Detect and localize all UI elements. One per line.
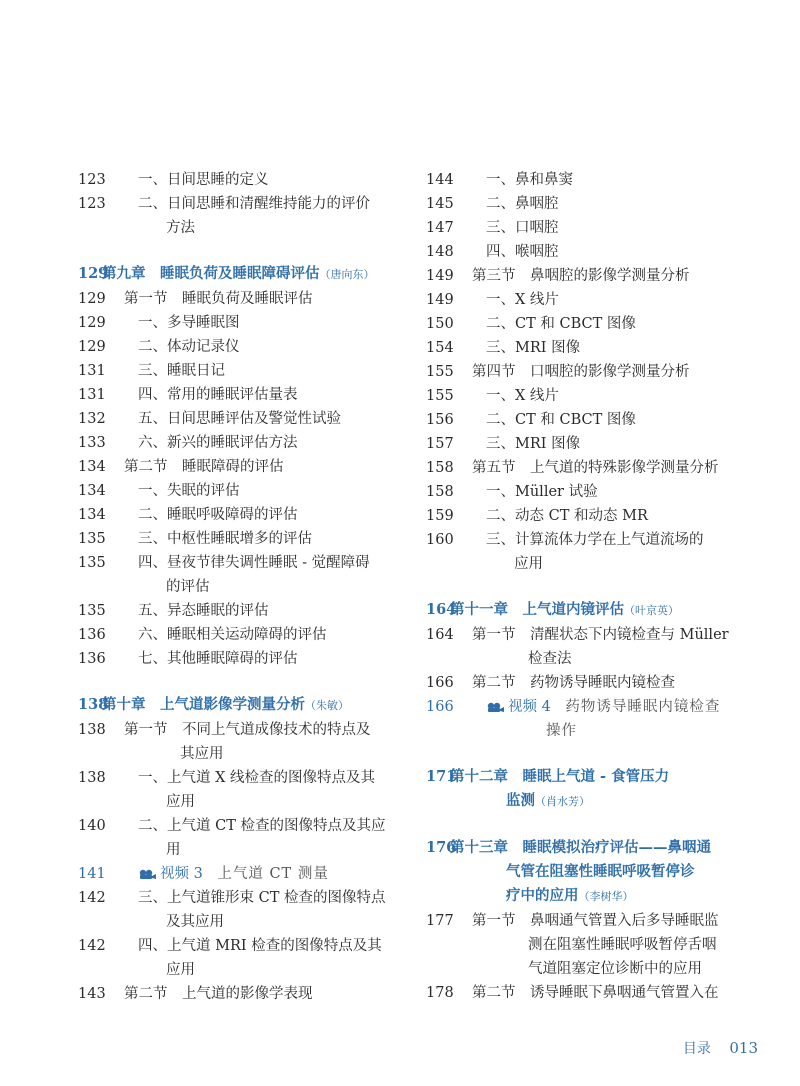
toc-entry[interactable] <box>78 838 398 862</box>
toc-page-number: 155 <box>426 388 454 404</box>
toc-entry-title: 的评估 <box>166 579 210 595</box>
toc-entry-text <box>78 647 398 671</box>
toc-entry-title: 第二节 上气道的影像学表现 <box>124 986 313 1002</box>
toc-entry-title: 四、常用的睡眠评估量表 <box>138 387 298 403</box>
toc-page-number: 145 <box>426 196 454 212</box>
toc-entry-text <box>426 408 746 432</box>
toc-entry[interactable] <box>78 311 398 335</box>
toc-entry-title: 三、上气道锥形束 CT 检查的图像特点 <box>138 890 386 906</box>
toc-entry-text <box>78 838 398 862</box>
toc-entry-text <box>78 407 398 431</box>
toc-entry-text <box>78 287 398 311</box>
toc-entry-text <box>78 192 398 216</box>
toc-entry[interactable] <box>426 336 746 360</box>
toc-entry[interactable] <box>78 790 398 814</box>
toc-entry-title: 三、MRI 图像 <box>486 340 581 356</box>
toc-entry[interactable] <box>426 933 746 957</box>
toc-page-number: 131 <box>78 387 106 403</box>
toc-page-number: 138 <box>78 696 109 713</box>
footer-label: 目录 <box>682 1041 711 1057</box>
toc-entry-text <box>78 431 398 455</box>
toc-entry[interactable] <box>78 647 398 671</box>
toc-page-number: 176 <box>426 839 457 856</box>
toc-entry[interactable] <box>426 432 746 456</box>
video-camera-icon <box>486 701 504 713</box>
toc-page-number: 131 <box>78 363 106 379</box>
toc-entry-text <box>426 504 746 528</box>
toc-page-number: 142 <box>78 938 106 954</box>
toc-entry-title: 四、喉咽腔 <box>486 244 559 260</box>
toc-entry-text <box>426 719 746 743</box>
toc-right-column <box>426 168 746 1005</box>
toc-entry-text <box>78 527 398 551</box>
toc-entry-title: 应用 <box>166 962 195 978</box>
toc-entry-title: 三、计算流体力学在上气道流场的 <box>486 532 704 548</box>
toc-entry-text <box>78 335 398 359</box>
toc-entry-title: 第一节 睡眠负荷及睡眠评估 <box>124 291 313 307</box>
video-label: 视频 4 <box>508 699 551 715</box>
toc-entry-title: 五、异态睡眠的评估 <box>138 603 269 619</box>
toc-entry[interactable] <box>78 431 398 455</box>
toc-entry-title: 三、中枢性睡眠增多的评估 <box>138 531 312 547</box>
toc-entry[interactable] <box>426 528 746 552</box>
toc-entry-title: 四、上气道 MRI 检查的图像特点及其 <box>138 938 382 954</box>
toc-page-number: 157 <box>426 436 454 452</box>
toc-entry[interactable] <box>78 551 398 575</box>
toc-chapter-entry[interactable] <box>78 262 398 287</box>
video-title: 药物诱导睡眠内镜检查 <box>565 699 721 715</box>
toc-entry-text <box>426 623 746 647</box>
toc-entry-text <box>78 766 398 790</box>
toc-entry-text <box>426 836 746 860</box>
toc-entry-text <box>78 479 398 503</box>
section-spacer <box>78 240 398 262</box>
toc-entry-text <box>426 192 746 216</box>
toc-entry-text <box>426 168 746 192</box>
toc-entry-title: 第二节 药物诱导睡眠内镜检查 <box>472 675 675 691</box>
chapter-author: （肖水芳） <box>535 795 590 808</box>
toc-entry-title: 第一节 鼻咽通气管置入后多导睡眠监 <box>472 913 719 929</box>
toc-entry-text <box>78 383 398 407</box>
toc-section-entry[interactable] <box>426 360 746 384</box>
toc-page-number: 164 <box>426 601 457 618</box>
toc-entry[interactable] <box>78 407 398 431</box>
toc-chapter-entry[interactable] <box>426 765 746 789</box>
toc-page-number: 166 <box>426 675 454 691</box>
toc-entry-title: 四、昼夜节律失调性睡眠 - 觉醒障碍 <box>138 555 370 571</box>
toc-section-entry[interactable] <box>78 718 398 742</box>
toc-entry-text <box>426 933 746 957</box>
toc-section-entry[interactable] <box>78 982 398 1006</box>
toc-entry[interactable] <box>78 958 398 982</box>
toc-entry-text <box>78 551 398 575</box>
toc-entry-text <box>426 860 746 884</box>
toc-entry-title: 一、日间思睡的定义 <box>138 172 269 188</box>
toc-page-number: 136 <box>78 651 106 667</box>
toc-page-number: 166 <box>426 699 454 715</box>
toc-chapter-entry[interactable] <box>426 836 746 860</box>
toc-entry[interactable] <box>78 623 398 647</box>
toc-chapter-entry[interactable] <box>426 598 746 623</box>
toc-entry-text <box>78 575 398 599</box>
video-title: 上气道 CT 测量 <box>217 866 329 882</box>
toc-entry-title: 检查法 <box>528 651 572 667</box>
toc-entry[interactable] <box>426 480 746 504</box>
toc-entry-title: 第五节 上气道的特殊影像学测量分析 <box>472 460 719 476</box>
toc-entry-text <box>78 216 398 240</box>
toc-entry-text <box>78 599 398 623</box>
toc-page-number: 138 <box>78 722 106 738</box>
toc-page-number: 133 <box>78 435 106 451</box>
toc-page-number: 123 <box>78 172 106 188</box>
toc-entry-text <box>78 934 398 958</box>
toc-entry-title: 气道阻塞定位诊断中的应用 <box>528 961 702 977</box>
toc-entry-text <box>78 862 398 886</box>
toc-entry-text <box>426 789 746 814</box>
toc-entry-text <box>426 456 746 480</box>
toc-video-entry[interactable] <box>78 862 398 886</box>
toc-page-number: 171 <box>426 768 457 785</box>
toc-page-number: 135 <box>78 555 106 571</box>
toc-entry-title: 一、Müller 试验 <box>486 484 598 500</box>
toc-entry-text <box>78 693 398 718</box>
toc-entry-text <box>78 359 398 383</box>
toc-entry-title: 六、新兴的睡眠评估方法 <box>138 435 298 451</box>
toc-entry-title: 第一节 清醒状态下内镜检查与 Müller <box>472 627 729 643</box>
section-spacer <box>78 671 398 693</box>
toc-page-number: 160 <box>426 532 454 548</box>
toc-page-number: 147 <box>426 220 454 236</box>
toc-page-number: 164 <box>426 627 454 643</box>
toc-page-number: 140 <box>78 818 106 834</box>
toc-entry-title: 七、其他睡眠障碍的评估 <box>138 651 298 667</box>
toc-page-number: 134 <box>78 507 106 523</box>
toc-entry-text <box>426 480 746 504</box>
toc-entry-title: 一、失眠的评估 <box>138 483 240 499</box>
toc-entry[interactable] <box>426 552 746 576</box>
toc-entry[interactable] <box>426 312 746 336</box>
toc-entry-title: 二、鼻咽腔 <box>486 196 559 212</box>
section-spacer <box>426 814 746 836</box>
toc-page-number: 149 <box>426 268 454 284</box>
toc-entry-title: 第一节 不同上气道成像技术的特点及 <box>124 722 371 738</box>
toc-page-number: 155 <box>426 364 454 380</box>
toc-entry-title: 二、日间思睡和清醒维持能力的评价 <box>138 196 370 212</box>
video-camera-icon <box>138 868 156 880</box>
toc-entry-text <box>426 552 746 576</box>
toc-entry-title: 第十三章 睡眠模拟治疗评估——鼻咽通 <box>450 839 711 856</box>
toc-entry-text <box>426 957 746 981</box>
toc-entry-text <box>426 216 746 240</box>
toc-entry-title: 二、体动记录仪 <box>138 339 240 355</box>
toc-entry-title: 测在阻塞性睡眠呼吸暂停舌咽 <box>528 937 717 953</box>
section-spacer <box>426 576 746 598</box>
toc-entry-title: 气管在阻塞性睡眠呼吸暂停诊 <box>506 863 695 880</box>
toc-entry[interactable] <box>78 192 398 216</box>
toc-entry[interactable] <box>78 168 398 192</box>
toc-entry-title: 三、口咽腔 <box>486 220 559 236</box>
toc-entry-text <box>78 910 398 934</box>
toc-entry[interactable] <box>78 503 398 527</box>
toc-entry-text <box>426 981 746 1005</box>
toc-entry-title: 第十一章 上气道内镜评估 <box>450 601 624 618</box>
toc-entry-text <box>78 718 398 742</box>
toc-entry-title: 监测 <box>506 792 535 809</box>
toc-page-number: 136 <box>78 627 106 643</box>
toc-page-number: 134 <box>78 459 106 475</box>
chapter-author: （李树华） <box>578 890 634 903</box>
toc-entry-title: 第四节 口咽腔的影像学测量分析 <box>472 364 690 380</box>
toc-entry-text <box>78 455 398 479</box>
toc-entry-title: 五、日间思睡评估及警觉性试验 <box>138 411 341 427</box>
toc-entry-title: 一、上气道 X 线检查的图像特点及其 <box>138 770 376 786</box>
toc-page-number: 148 <box>426 244 454 260</box>
toc-page-number: 149 <box>426 292 454 308</box>
toc-page-number: 142 <box>78 890 106 906</box>
toc-entry-text <box>426 240 746 264</box>
toc-entry-text <box>78 742 398 766</box>
toc-entry[interactable] <box>78 910 398 934</box>
toc-page-number: 159 <box>426 508 454 524</box>
toc-entry[interactable] <box>78 599 398 623</box>
toc-page-number: 143 <box>78 986 106 1002</box>
toc-section-entry[interactable] <box>426 909 746 933</box>
toc-entry[interactable] <box>426 168 746 192</box>
toc-entry[interactable] <box>426 384 746 408</box>
toc-page-number: 129 <box>78 315 106 331</box>
toc-entry-text <box>426 765 746 789</box>
toc-entry[interactable] <box>426 884 746 909</box>
toc-page-number: 134 <box>78 483 106 499</box>
toc-entry-text <box>78 168 398 192</box>
toc-entry-text <box>78 982 398 1006</box>
toc-page-number: 132 <box>78 411 106 427</box>
toc-entry-title: 应用 <box>166 794 195 810</box>
toc-page-number: 135 <box>78 531 106 547</box>
toc-page-number: 177 <box>426 913 454 929</box>
toc-entry[interactable] <box>426 647 746 671</box>
toc-page-number: 123 <box>78 196 106 212</box>
toc-entry-text <box>426 360 746 384</box>
toc-entry-title: 三、睡眠日记 <box>138 363 225 379</box>
toc-entry-title: 第九章 睡眠负荷及睡眠障碍评估 <box>102 265 320 282</box>
toc-section-entry[interactable] <box>426 671 746 695</box>
footer-page-number: 013 <box>729 1039 758 1057</box>
toc-video-entry[interactable] <box>426 695 746 719</box>
toc-entry-text <box>426 598 746 623</box>
toc-entry-title: 第二节 睡眠障碍的评估 <box>124 459 284 475</box>
toc-entry-title: 方法 <box>166 220 195 236</box>
toc-entry-text <box>78 958 398 982</box>
page-footer <box>683 1038 758 1058</box>
toc-section-entry[interactable] <box>426 456 746 480</box>
toc-entry[interactable] <box>78 335 398 359</box>
toc-page-number: 158 <box>426 484 454 500</box>
toc-entry-text <box>426 884 746 909</box>
toc-entry-title: 三、MRI 图像 <box>486 436 581 452</box>
toc-entry-title: 用 <box>166 842 181 858</box>
toc-entry-text <box>78 311 398 335</box>
toc-section-entry[interactable] <box>426 981 746 1005</box>
toc-entry-title: 其应用 <box>180 746 224 762</box>
toc-entry[interactable] <box>426 288 746 312</box>
toc-entry-text <box>426 528 746 552</box>
toc-entry-title: 第二节 诱导睡眠下鼻咽通气管置入在 <box>472 985 719 1001</box>
toc-entry-title: 二、动态 CT 和动态 MR <box>486 508 648 524</box>
toc-section-entry[interactable] <box>78 287 398 311</box>
toc-entry-title: 第十章 上气道影像学测量分析 <box>102 696 305 713</box>
toc-entry-title: 二、CT 和 CBCT 图像 <box>486 316 636 332</box>
toc-entry-text <box>426 432 746 456</box>
toc-entry-title: 一、鼻和鼻窦 <box>486 172 573 188</box>
toc-entry-title: 一、X 线片 <box>486 388 559 404</box>
toc-entry-title: 一、多导睡眠图 <box>138 315 240 331</box>
toc-entry-text <box>426 695 746 719</box>
toc-entry-text <box>78 262 398 287</box>
toc-entry[interactable] <box>426 957 746 981</box>
toc-chapter-entry[interactable] <box>78 693 398 718</box>
chapter-author: （朱敏） <box>305 699 349 712</box>
toc-section-entry[interactable] <box>78 455 398 479</box>
toc-entry[interactable] <box>78 527 398 551</box>
toc-page-number: 135 <box>78 603 106 619</box>
toc-entry[interactable] <box>426 504 746 528</box>
toc-entry[interactable] <box>78 886 398 910</box>
video-label: 视频 3 <box>160 866 203 882</box>
toc-entry-text <box>78 790 398 814</box>
toc-entry-title: 及其应用 <box>166 914 224 930</box>
toc-page-number: 156 <box>426 412 454 428</box>
toc-entry-title: 一、X 线片 <box>486 292 559 308</box>
toc-entry[interactable] <box>426 719 746 743</box>
toc-entry-text <box>426 671 746 695</box>
toc-entry[interactable] <box>78 575 398 599</box>
toc-entry[interactable] <box>426 408 746 432</box>
toc-entry-title: 操作 <box>546 723 577 739</box>
toc-entry-title: 六、睡眠相关运动障碍的评估 <box>138 627 327 643</box>
toc-entry[interactable] <box>78 479 398 503</box>
toc-entry-title: 第十二章 睡眠上气道 - 食管压力 <box>450 768 670 785</box>
toc-entry[interactable] <box>78 383 398 407</box>
toc-entry[interactable] <box>78 766 398 790</box>
toc-entry[interactable] <box>78 934 398 958</box>
toc-entry-text <box>78 886 398 910</box>
toc-entry[interactable] <box>78 359 398 383</box>
toc-entry[interactable] <box>426 860 746 884</box>
toc-entry-text <box>78 814 398 838</box>
toc-entry[interactable] <box>426 789 746 814</box>
toc-entry-title: 二、CT 和 CBCT 图像 <box>486 412 636 428</box>
toc-page-number: 150 <box>426 316 454 332</box>
toc-page-number: 154 <box>426 340 454 356</box>
toc-entry[interactable] <box>426 240 746 264</box>
toc-entry-text <box>78 503 398 527</box>
toc-entry-text <box>426 264 746 288</box>
toc-page-number: 144 <box>426 172 454 188</box>
toc-entry-text <box>426 336 746 360</box>
toc-page-number: 138 <box>78 770 106 786</box>
toc-entry[interactable] <box>426 192 746 216</box>
toc-entry-text <box>426 909 746 933</box>
toc-page-number: 141 <box>78 866 106 882</box>
chapter-author: （唐向东） <box>319 268 375 281</box>
section-spacer <box>426 743 746 765</box>
toc-section-entry[interactable] <box>426 623 746 647</box>
toc-entry-title: 疗中的应用 <box>506 887 579 904</box>
toc-entry-text <box>426 384 746 408</box>
toc-entry-title: 二、睡眠呼吸障碍的评估 <box>138 507 298 523</box>
toc-entry[interactable] <box>78 814 398 838</box>
toc-entry-title: 第三节 鼻咽腔的影像学测量分析 <box>472 268 690 284</box>
toc-entry[interactable] <box>78 742 398 766</box>
toc-page-number: 129 <box>78 265 109 282</box>
toc-entry-text <box>78 623 398 647</box>
toc-entry-title: 应用 <box>514 556 543 572</box>
toc-entry-title: 二、上气道 CT 检查的图像特点及其应 <box>138 818 386 834</box>
toc-page-number: 129 <box>78 339 106 355</box>
chapter-author: （叶京英） <box>624 604 679 617</box>
toc-page-number: 129 <box>78 291 106 307</box>
toc-page-number: 178 <box>426 985 454 1001</box>
toc-entry-text <box>426 312 746 336</box>
toc-page-number: 158 <box>426 460 454 476</box>
toc-entry-text <box>426 647 746 671</box>
toc-entry[interactable] <box>78 216 398 240</box>
toc-entry[interactable] <box>426 216 746 240</box>
toc-left-column <box>78 168 398 1006</box>
toc-section-entry[interactable] <box>426 264 746 288</box>
toc-entry-text <box>426 288 746 312</box>
